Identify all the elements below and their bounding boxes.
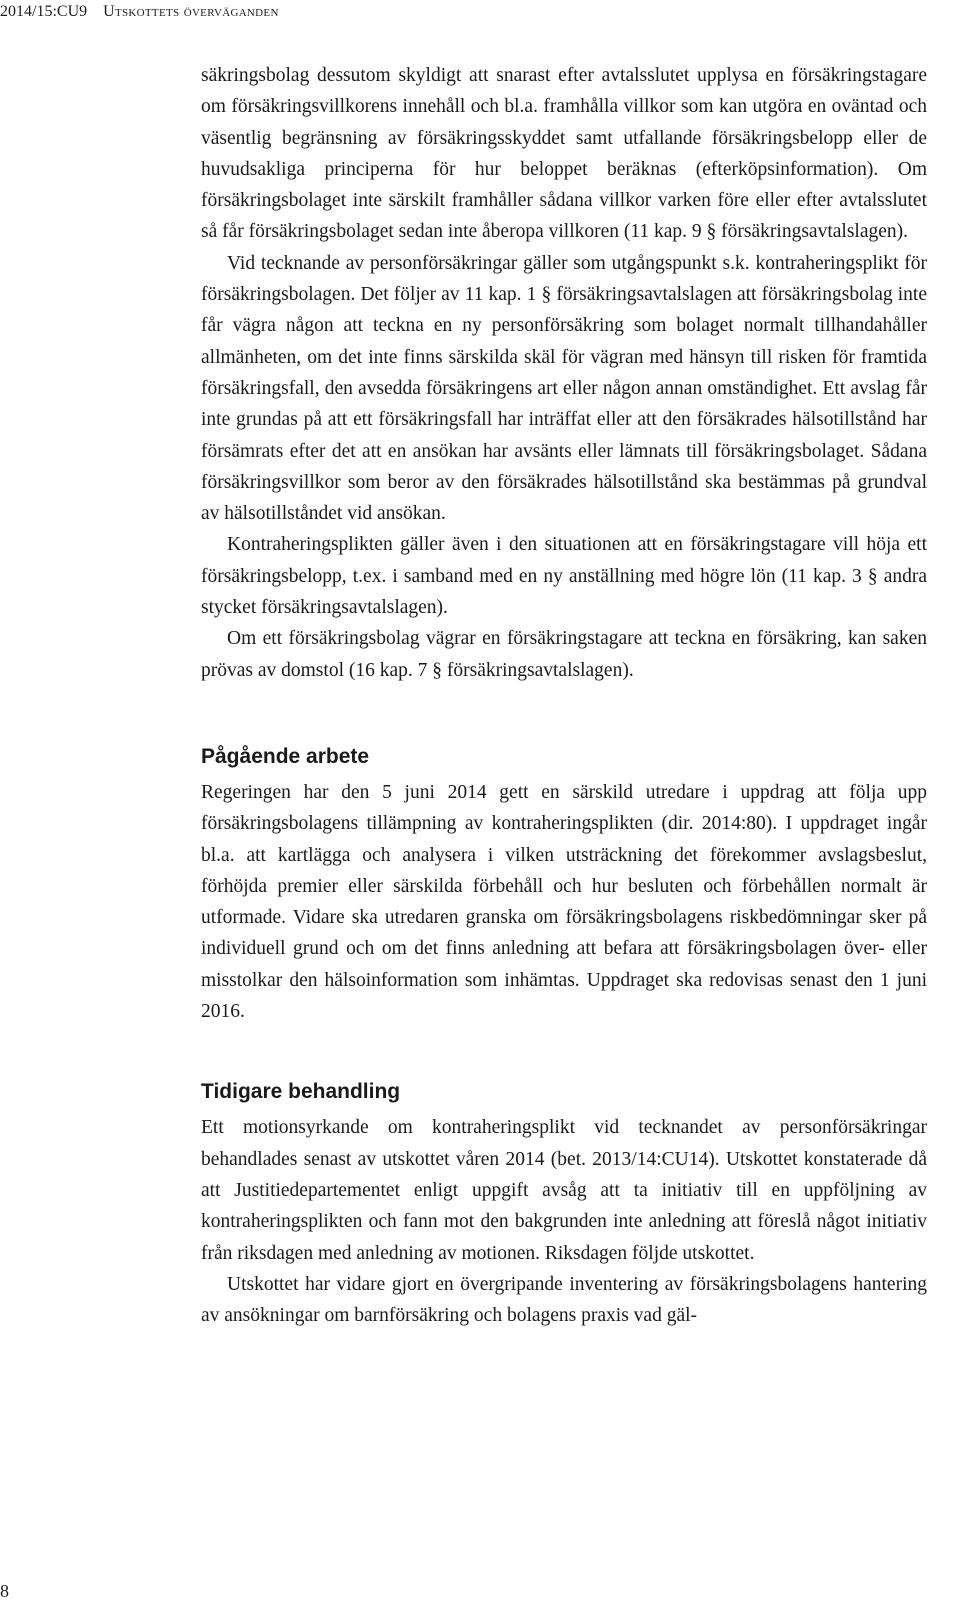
- running-header: [0, 2, 279, 22]
- paragraph-provas-av-domstol: Om ett försäkringsbolag vägrar en försäkringstagare att teckna en försäkring, kan saken prövas av domstol (16 kap. 7 § försäkringsavtalslagen).: [201, 628, 927, 681]
- page-number: 8: [0, 1581, 9, 1601]
- body-text: [201, 60, 927, 1331]
- header-section-title: Utskottets överväganden: [103, 3, 279, 20]
- paragraph-utredning: Regeringen har den 5 juni 2014 gett en särskild utredare i uppdrag att följa upp försäkringsbolagens tillämpning av kontraheringsplikten (dir. 2014:80). I uppdraget ingår bl.a. att kartlägga och analysera i vilken utsträckning det förekommer avslagsbeslut, förhöjda premier eller särskilda förbehåll och hur besluten och förbehållen normalt är utformade. Vidare ska utredaren granska om försäkringsbolagens riskbedömningar sker på individuell grund och om det finns anledning att befara att försäkringsbolagen över- eller misstolkar den hälsoinformation som inhämtas. Uppdraget ska redovisas senast den 1 juni 2016.: [201, 781, 927, 1023]
- paragraph-efterkopsinformation: säkringsbolag dessutom skyldigt att snarast efter avtalsslutet upplysa en försäkringstagare om försäkringsvillkorens innehåll och bl.a. framhålla villkor som kan utgöra en oväntad och väsentlig begränsning av försäkringsskyddet samt utfallande försäkringsbelopp eller de huvudsakliga principerna för hur beloppet beräknas (efterköpsinformation). Om försäkringsbolaget inte särskilt framhåller sådana villkor varken före eller efter avtalsslutet så får försäkringsbolaget sedan inte åberopa villkoren (11 kap. 9 § försäkringsavtalslagen).: [201, 65, 927, 243]
- heading-pagaende-arbete: Pågående arbete: [201, 744, 370, 768]
- paragraph-hoja-forsakringsbelopp: Kontraheringsplikten gäller även i den situationen att en försäkringstagare vill höja ett försäkringsbelopp, t.ex. i samband med en ny anställning med högre lön (11 kap. 3 § andra stycket försäkringsavtalslagen).: [201, 534, 927, 619]
- heading-tidigare-behandling: Tidigare behandling: [201, 1080, 401, 1104]
- document-id: 2014/15:CU9: [0, 3, 88, 20]
- paragraph-motionsyrkande: Ett motionsyrkande om kontraheringsplikt vid tecknandet av personförsäkringar behandlades senast av utskottet våren 2014 (bet. 2013/14:CU14). Utskottet konstaterade då att Justitiedepartementet enligt uppgift avsåg att ta initiativ till en uppföljning av kontraheringsplikten och fann mot den bakgrunden inte anledning att föreslå något initiativ från riksdagen med anledning av motionen. Riksdagen följde utskottet.: [201, 1117, 927, 1264]
- paragraph-inventering: Utskottet har vidare gjort en övergripande inventering av försäkringsbolagens hantering av ansökningar om barnförsäkring och bolagens praxis vad gäl-: [201, 1273, 927, 1327]
- paragraph-kontraheringsplikt: Vid tecknande av personförsäkringar gäller som utgångspunkt s.k. kontraheringsplikt för försäkringsbolagen. Det följer av 11 kap. 1 § försäkringsavtalslagen att försäkringsbolag inte får vägra någon att teckna en ny personförsäkring som bolaget normalt tillhandahåller allmänheten, om det inte finns särskilda skäl för vägran med hänsyn till risken för framtida försäkringsfall, den avsedda försäkringens art eller någon annan omständighet. Ett avslag får inte grundas på att ett försäkringsfall har inträffat eller att den försäkrades hälsotillstånd har försämrats efter det att en ansökan har avsänts eller lämnats till försäkringsbolaget. Sådana försäkringsvillkor som beror av den försäkrades hälsotillstånd ska bestämmas på grundval av hälsotillståndet vid ansökan.: [201, 252, 927, 525]
